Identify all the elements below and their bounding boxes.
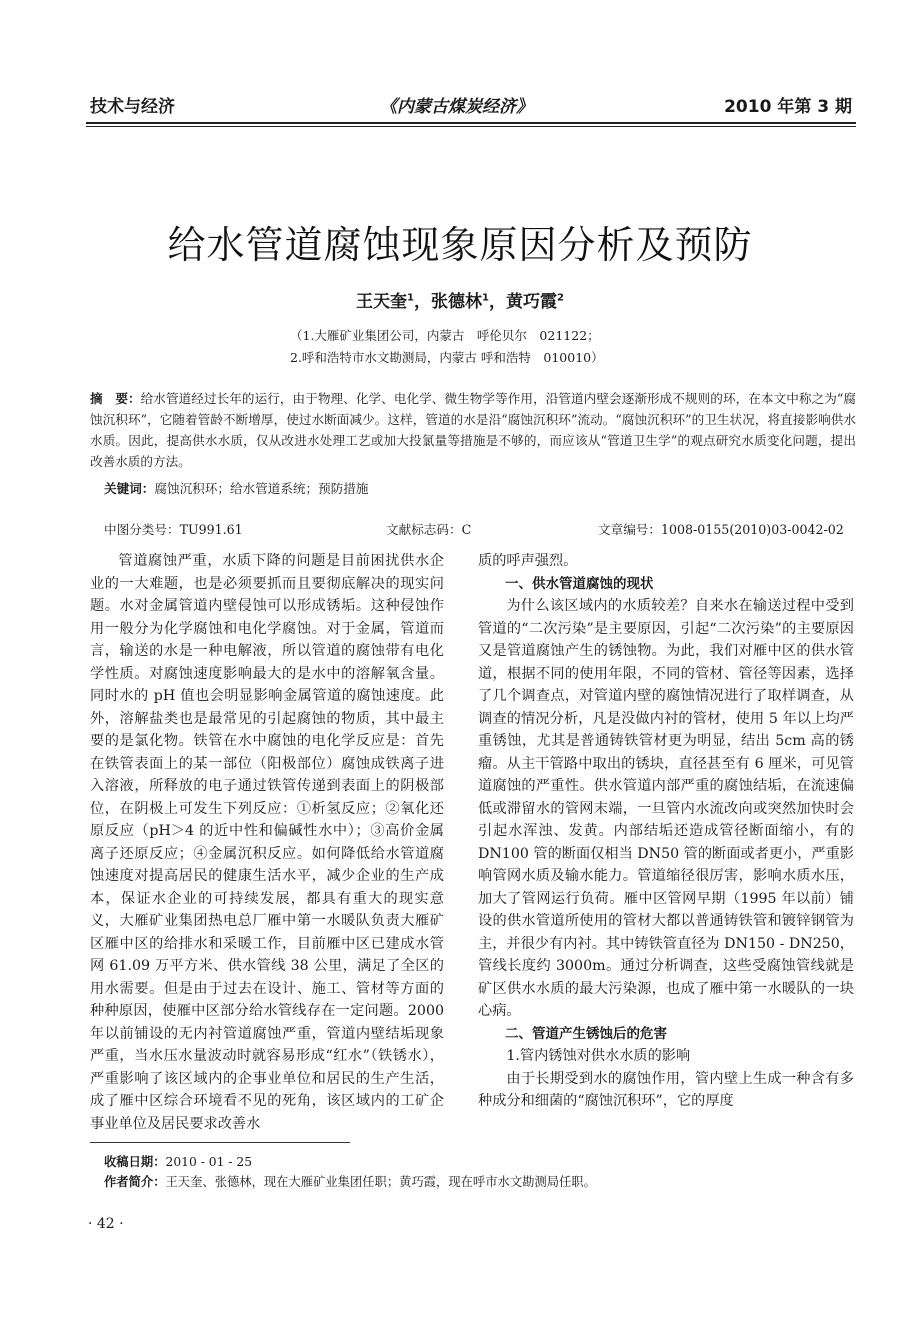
abstract-label: 摘 要： — [90, 391, 141, 406]
clc-number: 中图分类号：TU991.61 — [104, 522, 243, 537]
page-number: · 42 · — [88, 1216, 124, 1232]
keywords — [104, 478, 368, 497]
author-bio-label: 作者简介： — [104, 1175, 166, 1189]
author-name: 张德林 — [431, 292, 483, 312]
author-affiliation-mark: 2 — [556, 292, 564, 304]
article-title: 给水管道腐蚀现象原因分析及预防 — [167, 223, 753, 267]
author-affiliation-mark: 1 — [407, 292, 415, 304]
author-name: 黄巧霞 — [505, 292, 557, 312]
affiliation-1: （1.大雁矿业集团公司，内蒙古 呼伦贝尔 021122； — [290, 328, 600, 343]
author-line — [0, 287, 920, 312]
body-paragraph: 为什么该区域内的水质较差？自来水在输送过程中受到管道的“二次污染”是主要原因，引起“二次污染”的主要原因又是管道腐蚀产生的锈蚀物。为此，我们对雁中区的供水管道，根据不同的使用年限，不同的管材、管径等因素，选择了几个调查点，对管道内壁的腐蚀情况进行了取样调查，从调查的情况分析，凡是没做内衬的管材，使用 5 年以上均严重锈蚀，尤其是普通铸铁管材更为明显，结出 5cm 高的锈瘤。从主干管路中取出的锈块，直径甚至有 6 厘米，可见管道腐蚀的严重性。供水管道内部严重的腐蚀结垢，在流速偏低或滞留水的管网末端，一旦管内水流改向或突然加快时会引起水浑浊、发黄。内部结垢还造成管径断面缩小，有的 DN100 管的断面仅相当 DN50 管的断面或者更小，严重影响管网水质及输水能力。管道缩径很厉害，影响水质水压，加大了管网运行负荷。雁中区管网早期（1995 年以前）铺设的供水管道所使用的管材大都以普通铸铁管和镀锌钢管为主，并很少有内衬。其中铸铁管直径为 DN150 - DN250，管线长度约 3000m。通过分析调查，这些受腐蚀管线就是矿区供水水质的最大污染源，也成了雁中第一水暖队的一块心病。 — [478, 598, 854, 1019]
header-column-name: 技术与经济 — [90, 97, 175, 117]
author-affiliation-mark: 1 — [482, 292, 489, 304]
header-journal-name: 《内蒙古煤炭经济》 — [380, 97, 533, 117]
body-paragraph: 管道腐蚀严重，水质下降的问题是目前困扰供水企业的一大难题，也是必须要抓而且要彻底解决的现实问题。水对金属管道内壁侵蚀可以形成锈垢。这种侵蚀作用一般分为化学腐蚀和电化学腐蚀。对于金属，管道而言，输送的水是一种电解液，所以管道的腐蚀带有电化学性质。对腐蚀速度影响最大的是水中的溶解氧含量。同时水的 pH 值也会明显影响金属管道的腐蚀速度。此外，溶解盐类也是最常见的引起腐蚀的物质，其中最主要的是氯化物。铁管在水中腐蚀的电化学反应是：首先在铁管表面上的某一部位（阳极部位）腐蚀成铁离子进入溶液，所释放的电子通过铁管传递到表面上的阴极部位，在阴极上可发生下列反应：①析氢反应；②氧化还原反应（pH＞4 的近中性和偏碱性水中）；③高价金属离子还原反应；④金属沉积反应。如何降低给水管道腐蚀速度对提高居民的健康生活水平，减少企业的生产成本，保证水企业的可持续发展，都具有重大的现实意义，大雁矿业集团热电总厂雁中第一水暖队负责大雁矿区雁中区的给排水和采暖工作，目前雁中区已建成水管网 61.09 万平方米、供水管线 38 公里，满足了全区的用水需要。但是由于过去在设计、施工、管材等方面的种种原因，使雁中区部分给水管线存在一定问题。2000 年以前铺设的无内衬管道腐蚀严重，管道内壁结垢现象严重，当水压水量波动时就容易形成“红水”（铁锈水），严重影响了该区域内的企事业单位和居民的生产生活，成了雁中区综合环境看不见的死角，该区域内的工矿企事业单位及居民要求改善水 — [90, 553, 444, 1132]
keywords-label: 关键词： — [104, 481, 155, 496]
received-date-value: 2010 - 01 - 25 — [165, 1155, 253, 1169]
affiliation-2: 2.呼和浩特市水文勘测局，内蒙古 呼和浩特 010010） — [290, 350, 604, 365]
section-heading-2: 二、管道产生锈蚀后的危害 — [505, 1025, 667, 1042]
keywords-text: 腐蚀沉积环；给水管道系统；预防措施 — [154, 481, 369, 496]
subsection-heading: 1.管内锈蚀对供水水质的影响 — [506, 1048, 691, 1064]
running-header — [90, 92, 852, 120]
author-separator: ， — [414, 292, 432, 312]
abstract-text: 给水管道经过长年的运行，由于物理、化学、电化学、微生物学等作用，沿管道内壁会逐渐形成不规则的环，在本文中称之为“腐蚀沉积环”，它随着管龄不断增厚，使过水断面减少。这样，管道的水是沿“腐蚀沉积环”流动。“腐蚀沉积环”的卫生状况，将直接影响供水水质。因此，提高供水水质，仅从改进水处理工艺或加大投氯量等措施是不够的，而应该从“管道卫生学”的观点研究水质变化问题，提出改善水质的方法。 — [90, 391, 856, 469]
author-name: 王天奎 — [356, 292, 408, 312]
abstract — [90, 388, 856, 472]
body-column-left — [90, 550, 444, 1135]
author-separator: ， — [488, 292, 506, 312]
article-number: 文章编号：1008-0155(2010)03-0042-02 — [598, 522, 844, 537]
received-date-label: 收稿日期： — [104, 1155, 166, 1169]
body-column-right — [478, 550, 854, 1113]
footnotes — [104, 1152, 596, 1192]
header-issue: 2010 年第 3 期 — [724, 97, 852, 117]
document-code: 文献标志码：C — [386, 522, 472, 537]
author-bio-value: 王天奎、张德林，现在大雁矿业集团任职；黄巧霞，现在呼市水文勘测局任职。 — [165, 1175, 596, 1189]
header-rule-thin — [86, 126, 856, 127]
footnote-separator — [90, 1142, 350, 1143]
header-rule-thick — [86, 122, 856, 124]
section-heading-1: 一、供水管道腐蚀的现状 — [505, 575, 654, 592]
body-paragraph-continuation: 质的呼声强烈。 — [478, 553, 578, 569]
author-bio-note — [104, 1172, 596, 1192]
body-paragraph: 由于长期受到水的腐蚀作用，管内壁上生成一种含有多种成分和细菌的“腐蚀沉积环”，它的厚度 — [478, 1070, 854, 1109]
received-date-note — [104, 1152, 596, 1172]
